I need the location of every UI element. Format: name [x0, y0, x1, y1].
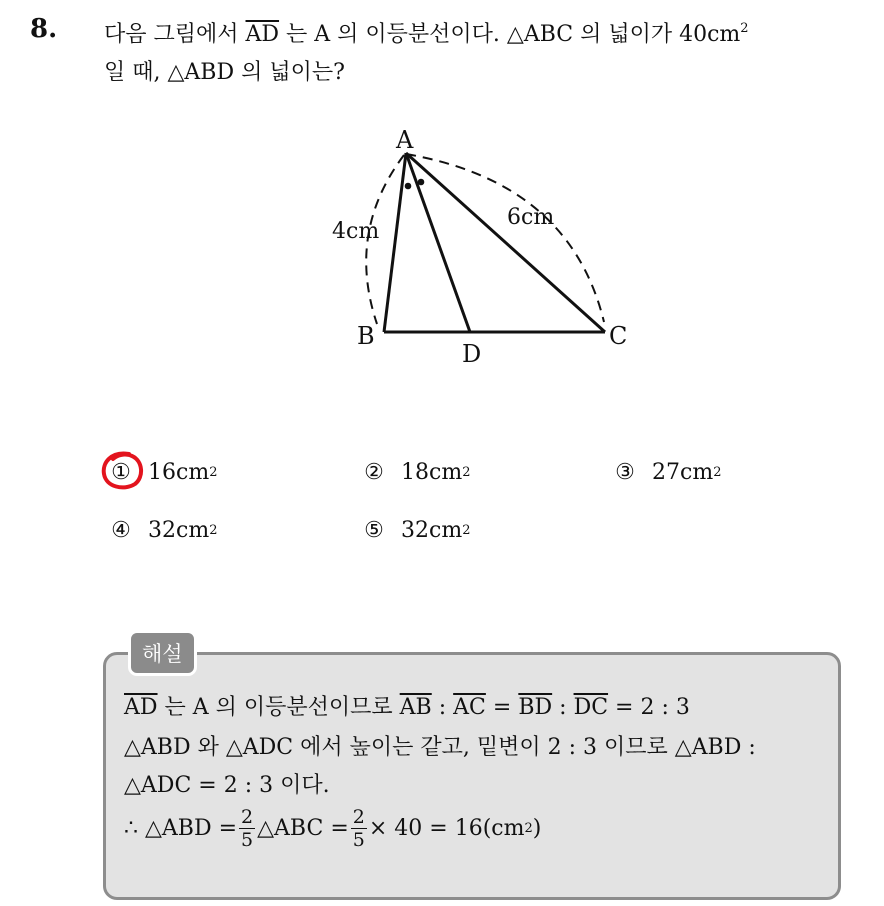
- sol-segment-ac: $\overline{AC}$: [453, 695, 486, 720]
- fraction-numerator: 2: [352, 806, 365, 828]
- sol-colon-2: :: [559, 695, 567, 720]
- sol-end: × 40 = 16(cm: [368, 816, 525, 841]
- sol-segment-ad: $\overline{AD}$: [124, 695, 158, 720]
- sol-ratio: = 2 : 3: [615, 695, 690, 720]
- sol-colon-1: :: [438, 695, 447, 720]
- choice-3-value: 27cm: [652, 460, 714, 485]
- superscript: 2: [740, 21, 749, 36]
- choice-1-mark: ①: [111, 460, 131, 485]
- fraction-denominator: 5: [352, 829, 365, 851]
- choice-5[interactable]: ⑤ 32cm 2: [361, 518, 470, 543]
- red-circle-stroke: [104, 454, 141, 488]
- choice-4[interactable]: ④ 32cm 2: [108, 518, 217, 543]
- choice-3-mark: ③: [615, 460, 635, 485]
- side-ab: [384, 153, 406, 332]
- sol-segment-ab: $\overline{AB}$: [399, 695, 432, 720]
- length-ab: 4cm: [332, 219, 380, 244]
- solution-tag: 해설: [128, 630, 197, 676]
- fraction-2-5: [351, 806, 367, 851]
- sol-eq: =: [492, 695, 512, 720]
- segment-ad: $\overline{AD}$: [245, 22, 280, 47]
- sol-line1-text: 는 A 의 이등분선이므로: [164, 695, 393, 720]
- sol-therefore: ∴ △ABD =: [124, 816, 238, 841]
- choice-4-mark: ④: [111, 518, 131, 543]
- choice-5-mark: ⑤: [364, 518, 384, 543]
- choice-4-value: 32cm: [148, 518, 210, 543]
- triangle-figure: [320, 112, 660, 382]
- fraction-2-5: [239, 806, 255, 851]
- choice-3[interactable]: ③ 27cm 2: [612, 460, 721, 485]
- side-ac: [406, 153, 605, 332]
- fraction-denominator: 5: [241, 829, 254, 851]
- solution-line-3: △ADC = 2 : 3 이다.: [124, 773, 330, 798]
- angle-dot: [418, 179, 425, 186]
- choice-5-value: 32cm: [401, 518, 463, 543]
- question-text: [104, 16, 874, 92]
- choice-1[interactable]: ① 16cm 2: [108, 460, 217, 485]
- choice-2[interactable]: ② 18cm 2: [361, 460, 470, 485]
- label-a: A: [396, 126, 414, 154]
- solution-line-2: △ABD 와 △ADC 에서 높이는 같고, 밑변이 2 : 3 이므로 △ABD :: [124, 735, 756, 760]
- sol-segment-bd: $\overline{BD}$: [518, 695, 553, 720]
- label-c: C: [609, 322, 628, 350]
- sol-close: ): [532, 816, 542, 841]
- choice-2-value: 18cm: [401, 460, 463, 485]
- fraction-numerator: 2: [241, 806, 254, 828]
- angle-dot: [405, 183, 412, 190]
- length-ac: 6cm: [507, 205, 555, 230]
- question-number: 8.: [30, 14, 58, 44]
- question-line1-end: 는 A 의 이등분선이다. △ABC 의 넓이가 40cm: [286, 22, 741, 47]
- choice-2-mark: ②: [364, 460, 384, 485]
- sol-segment-dc: $\overline{DC}$: [573, 695, 609, 720]
- label-d: D: [462, 340, 482, 368]
- choice-1-value: 16cm: [148, 460, 210, 485]
- sol-mid: △ABC =: [257, 816, 349, 841]
- label-b: B: [357, 322, 375, 350]
- solution-line-1: [124, 690, 690, 721]
- question-line2: 일 때, △ABD 의 넓이는?: [104, 60, 345, 85]
- solution-line-4: ∴ △ABD = $\frac{2}{5}$ △ABC = $\frac{2}{5}$ × 40 = 16(cm 2 ): [124, 806, 542, 851]
- answer-circle-annotation: [99, 449, 147, 493]
- question-line1-start: 다음 그림에서: [104, 22, 239, 47]
